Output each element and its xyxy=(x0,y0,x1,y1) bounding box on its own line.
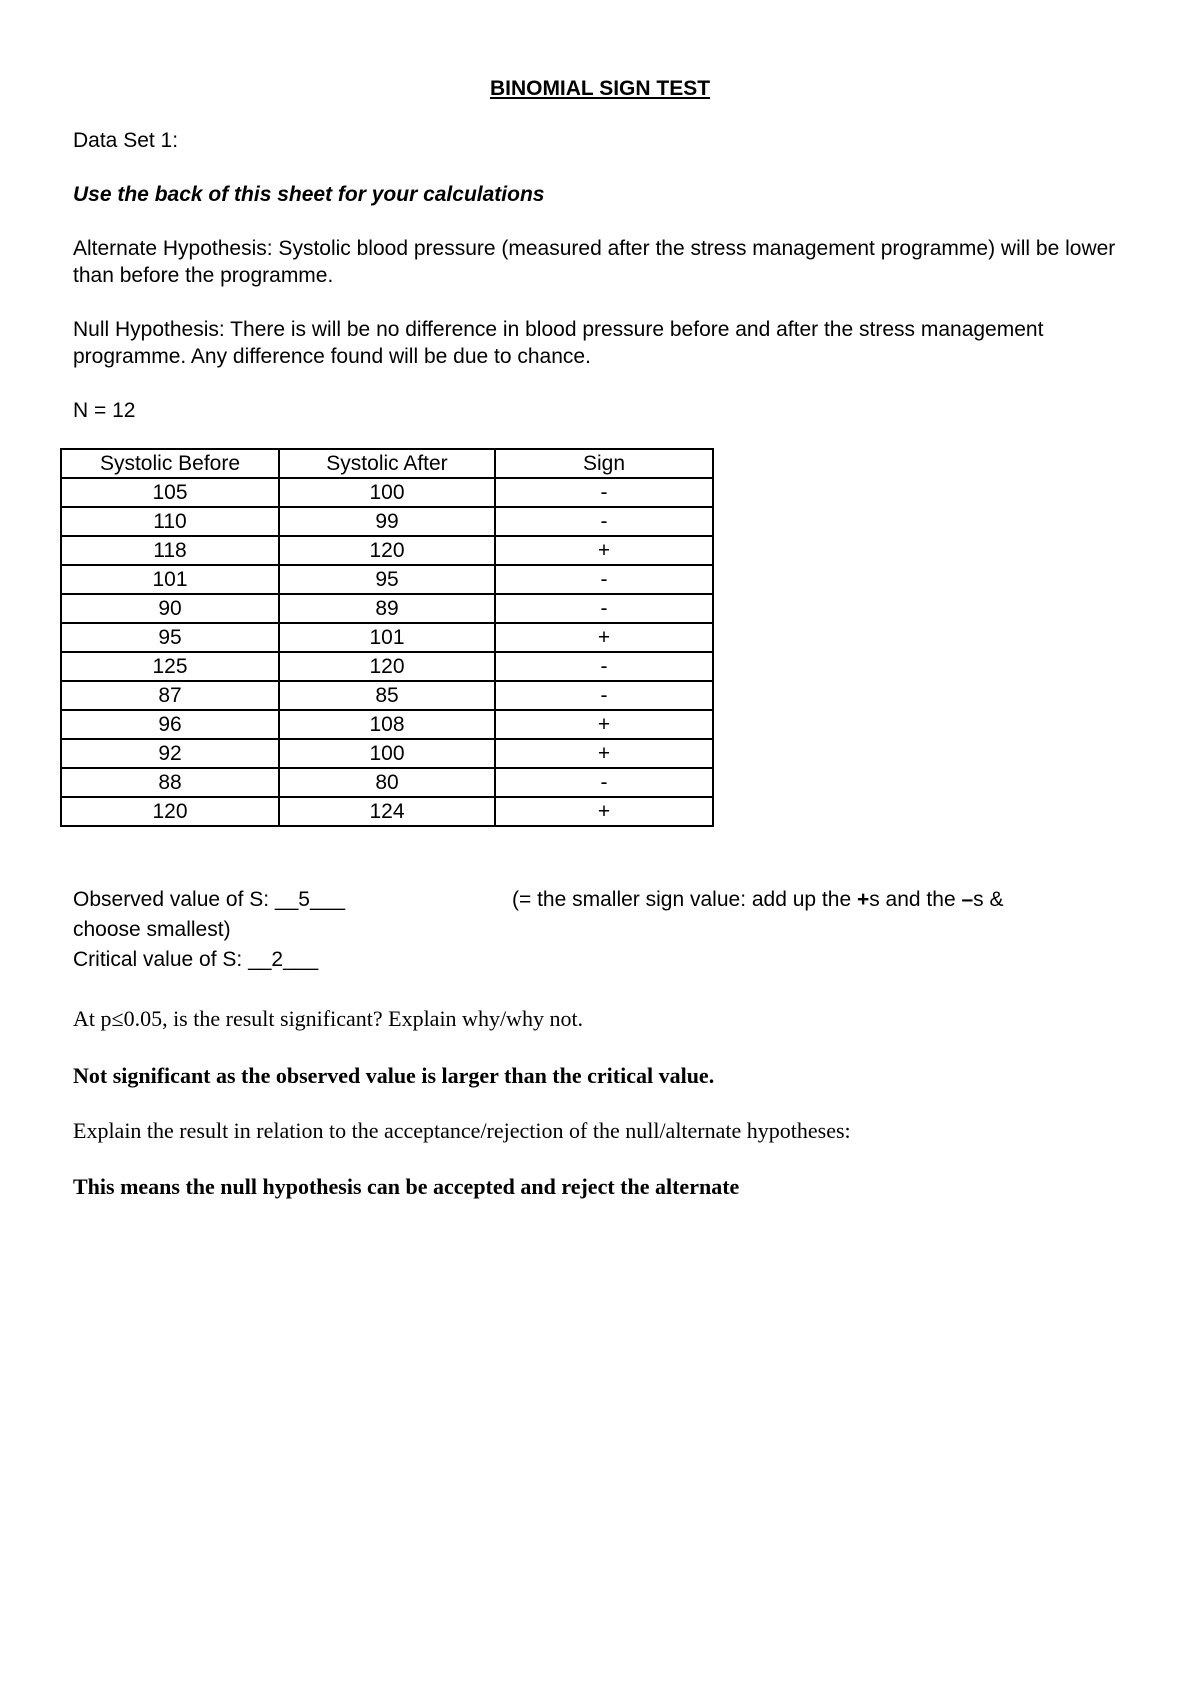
header-systolic-after: Systolic After xyxy=(279,449,495,478)
table-row xyxy=(61,768,713,797)
cell-before: 110 xyxy=(61,507,279,536)
cell-after: 101 xyxy=(279,623,495,652)
table-row xyxy=(61,507,713,536)
critical-value: Critical value of S: __2___ xyxy=(73,948,319,971)
table-row xyxy=(61,797,713,826)
table-header-row xyxy=(61,449,713,478)
cell-after: 99 xyxy=(279,507,495,536)
cell-before: 95 xyxy=(61,623,279,652)
cell-after: 80 xyxy=(279,768,495,797)
table-row xyxy=(61,478,713,507)
observed-value: Observed value of S: __5___ xyxy=(73,888,346,911)
cell-sign: - xyxy=(495,478,713,507)
cell-after: 85 xyxy=(279,681,495,710)
table-row xyxy=(61,710,713,739)
cell-sign: + xyxy=(495,710,713,739)
observed-note-mid: s and the xyxy=(869,888,962,911)
cell-sign: - xyxy=(495,565,713,594)
plus-sign: + xyxy=(856,888,870,911)
minus-sign: – xyxy=(961,888,974,911)
cell-before: 101 xyxy=(61,565,279,594)
significance-question: At p≤0.05, is the result significant? Explain why/why not. xyxy=(73,1006,584,1031)
alternate-hypothesis: Alternate Hypothesis: Systolic blood pressure (measured after the stress management programme) will be lower than before the programme. xyxy=(73,237,1116,287)
table-row xyxy=(61,681,713,710)
cell-after: 124 xyxy=(279,797,495,826)
data-table xyxy=(60,448,714,827)
table-row xyxy=(61,739,713,768)
cell-sign: - xyxy=(495,768,713,797)
table-row xyxy=(61,565,713,594)
cell-sign: - xyxy=(495,507,713,536)
cell-sign: + xyxy=(495,739,713,768)
hypotheses-question: Explain the result in relation to the acceptance/rejection of the null/alternate hypotheses: xyxy=(73,1118,851,1143)
cell-before: 90 xyxy=(61,594,279,623)
cell-sign: + xyxy=(495,797,713,826)
cell-after: 95 xyxy=(279,565,495,594)
sample-size: N = 12 xyxy=(73,399,136,422)
cell-after: 100 xyxy=(279,478,495,507)
table-row xyxy=(61,536,713,565)
cell-sign: - xyxy=(495,681,713,710)
cell-after: 120 xyxy=(279,536,495,565)
cell-before: 120 xyxy=(61,797,279,826)
cell-before: 92 xyxy=(61,739,279,768)
cell-sign: + xyxy=(495,536,713,565)
null-hypothesis: Null Hypothesis: There is will be no difference in blood pressure before and after the stress management programme. Any difference found will be due to chance. xyxy=(73,318,1044,368)
cell-before: 118 xyxy=(61,536,279,565)
cell-sign: - xyxy=(495,594,713,623)
cell-sign: + xyxy=(495,623,713,652)
significance-answer: Not significant as the observed value is larger than the critical value. xyxy=(73,1063,715,1088)
observed-note-suffix: s & xyxy=(973,888,1004,911)
cell-sign: - xyxy=(495,652,713,681)
cell-before: 96 xyxy=(61,710,279,739)
cell-before: 88 xyxy=(61,768,279,797)
cell-after: 108 xyxy=(279,710,495,739)
table-row xyxy=(61,652,713,681)
table-row xyxy=(61,623,713,652)
cell-after: 89 xyxy=(279,594,495,623)
header-systolic-before: Systolic Before xyxy=(61,449,279,478)
header-sign: Sign xyxy=(495,449,713,478)
instruction-text: Use the back of this sheet for your calculations xyxy=(73,183,545,206)
cell-before: 105 xyxy=(61,478,279,507)
table-row xyxy=(61,594,713,623)
observed-note-continued: choose smallest) xyxy=(73,918,231,941)
observed-note-prefix: (= the smaller sign value: add up the xyxy=(512,888,857,911)
cell-before: 125 xyxy=(61,652,279,681)
cell-after: 100 xyxy=(279,739,495,768)
hypotheses-answer: This means the null hypothesis can be accepted and reject the alternate xyxy=(73,1174,740,1199)
observed-note xyxy=(512,887,1003,913)
page-title: BINOMIAL SIGN TEST xyxy=(489,77,711,100)
cell-before: 87 xyxy=(61,681,279,710)
data-set-label: Data Set 1: xyxy=(73,129,179,152)
cell-after: 120 xyxy=(279,652,495,681)
